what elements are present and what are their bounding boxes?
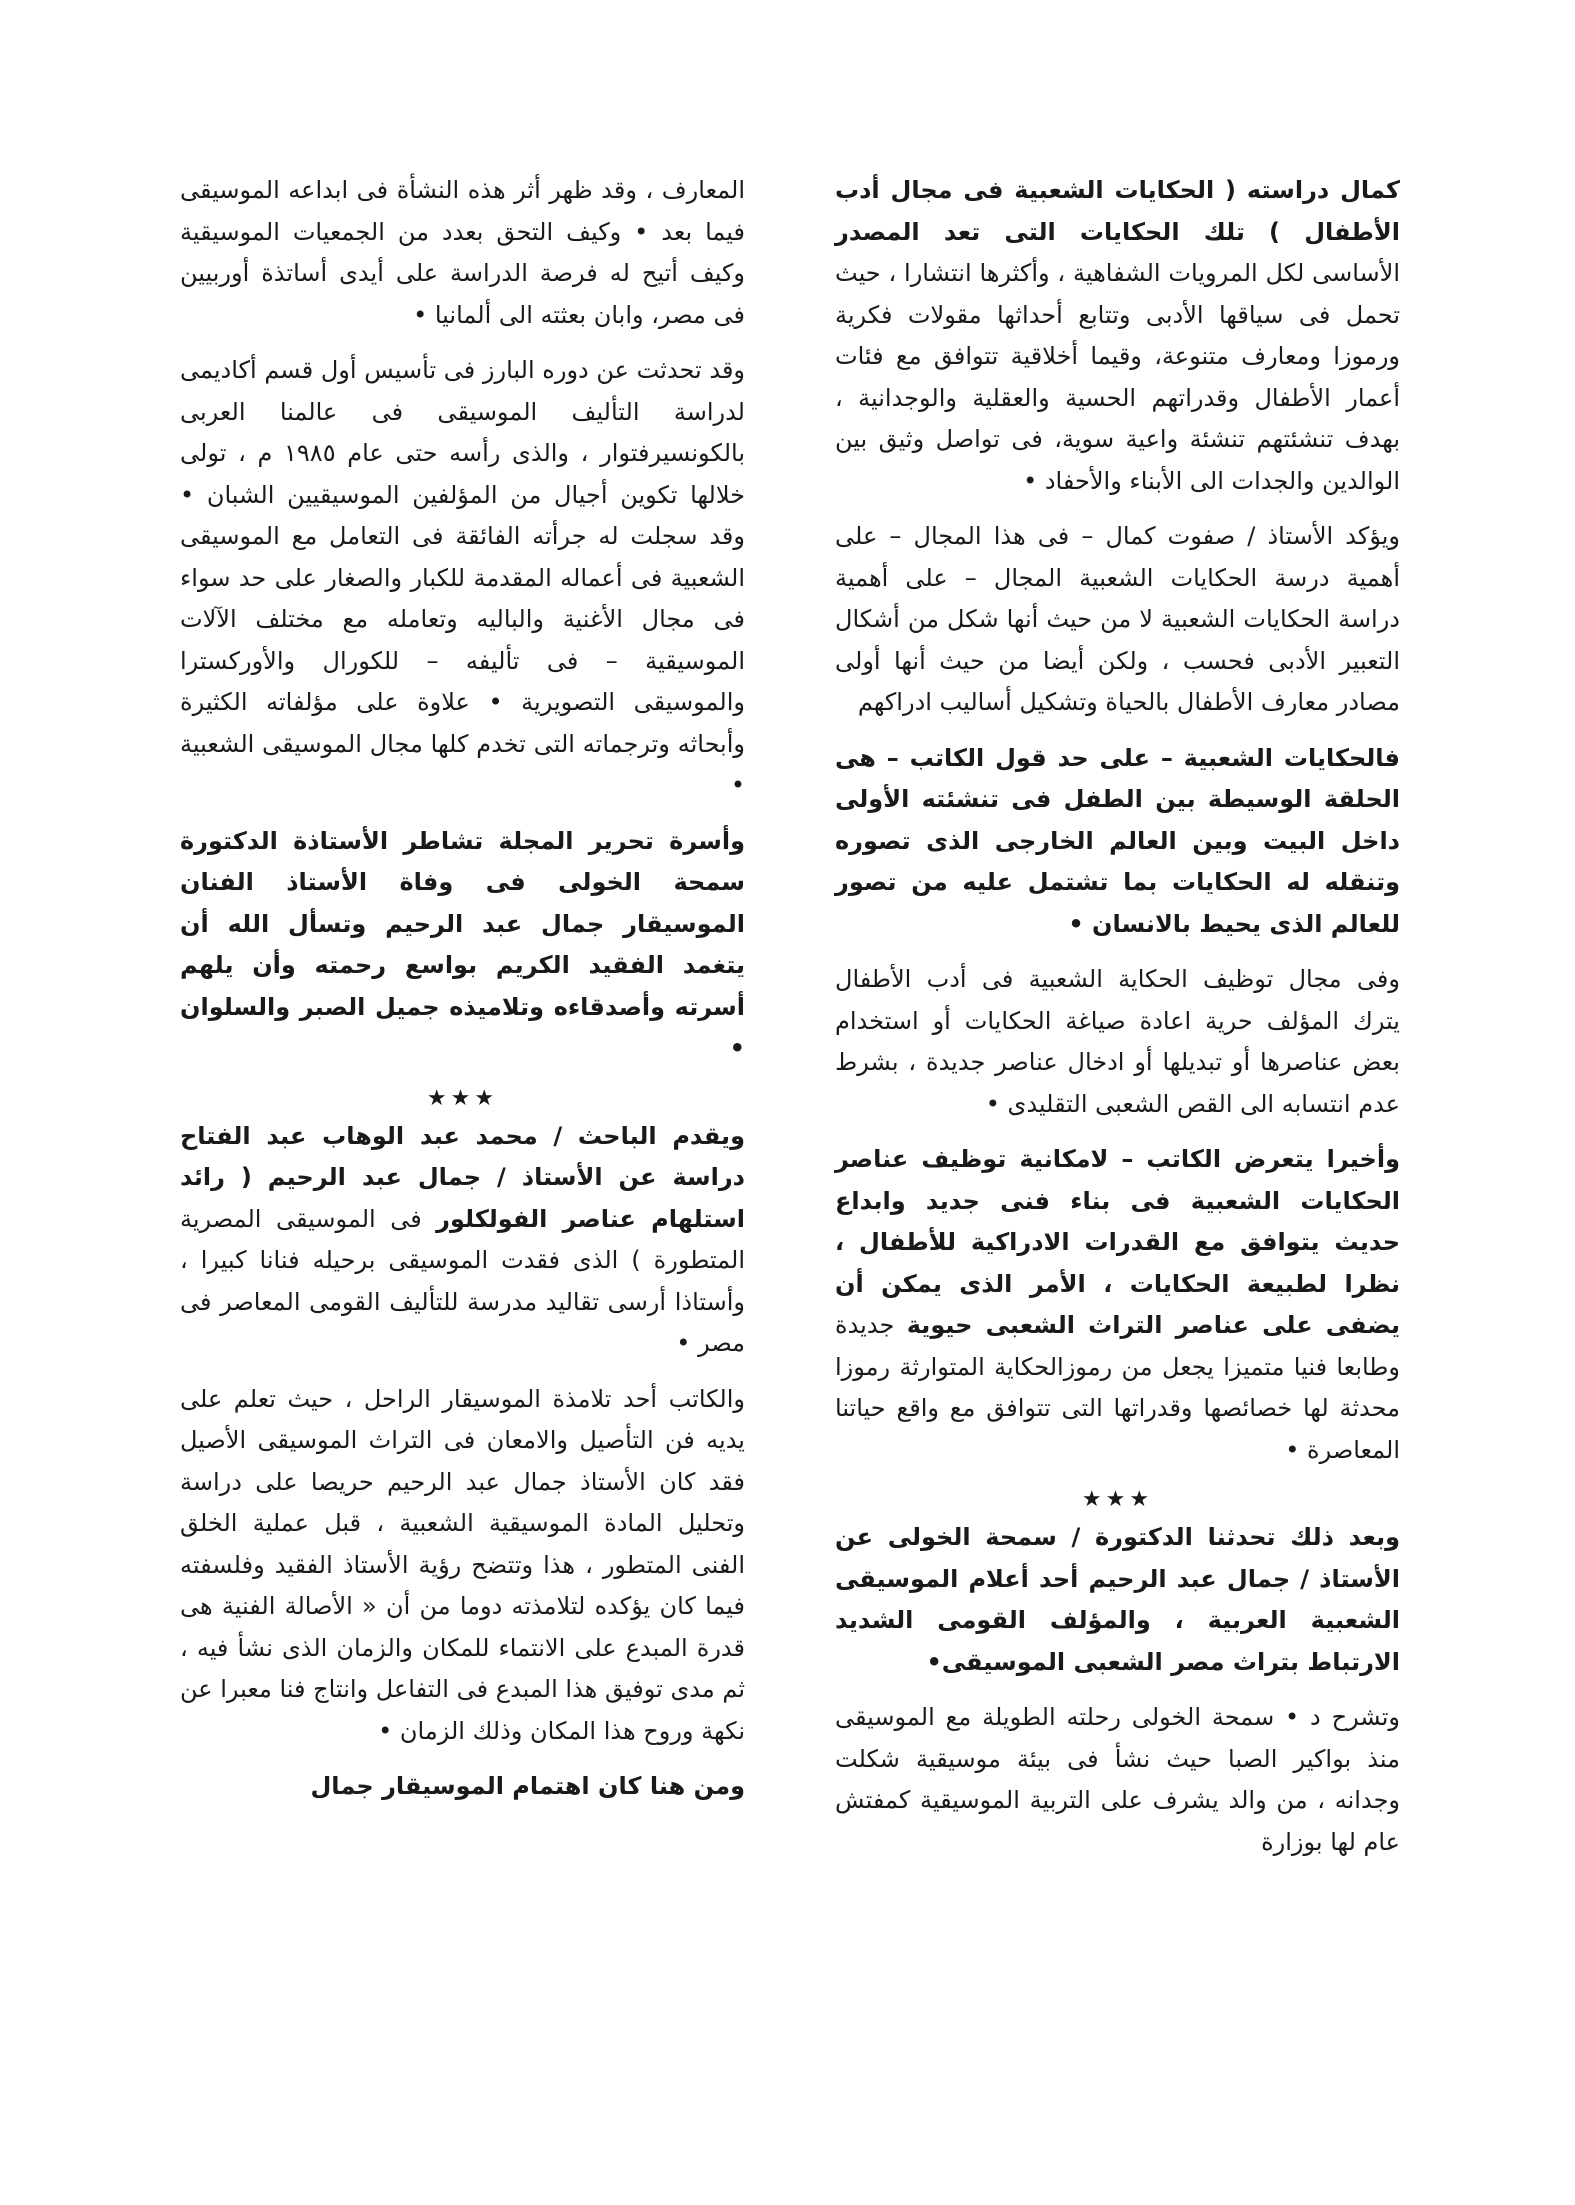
paragraph: المعارف ، وقد ظهر أثر هذه النشأة فى ابداعه الموسيقى فيما بعد • وكيف التحق بعدد من الجمعيات الموسيقية وكيف أتيح له فرصة الدراسة على أيدى أساتذة أوربيين فى مصر، وابان بعثته الى ألمانيا •	[180, 176, 745, 329]
bold-lead: ويقدم الباحث / محمد عبد الوهاب عبد الفتاح دراسة عن الأستاذ / جمال عبد الرحيم ( رائد استلهام عناصر الفولكلور	[180, 1121, 745, 1233]
paragraph: وقد تحدثت عن دوره البارز فى تأسيس أول قسم أكاديمى لدراسة التأليف الموسيقى فى عالمنا العربى بالكونسيرفتوار ، والذى رأسه حتى عام ١٩٨٥ م ، تولى خلالها تكوين أجيال من المؤلفين الموسيقيين الشبان • وقد سجلت له جرأته الفائقة فى التعامل مع الموسيقى الشعبية فى أعماله المقدمة للكبار والصغار على حد سواء فى مجال الأغنية والباليه وتعامله مع مختلف الآلات الموسيقية – فى تأليفه – للكورال والأوركسترا والموسيقى التصويرية • علاوة على مؤلفاته الكثيرة وأبحاثه وترجماته التى تخدم كلها مجال الموسيقى الشعبية •	[180, 356, 746, 799]
paragraph: وفى مجال توظيف الحكاية الشعبية فى أدب الأطفال يترك المؤلف حرية اعادة صياغة الحكايات أو استخدام بعض عناصرها أو تبديلها أو ادخال عناصر جديدة ، بشرط عدم انتسابه الى القص الشعبى التقليدى •	[835, 965, 1400, 1118]
paragraph-text: جديدة وطابعا فنيا متميزا يجعل من رموزالحكاية المتوارثة رموزا محدثة لها خصائصها وقدراتها التى تتوافق مع واقع حياتنا المعاصرة •	[835, 1311, 1400, 1464]
bold-paragraph: وبعد ذلك تحدثنا الدكتورة / سمحة الخولى عن الأستاذ / جمال عبد الرحيم أحد أعلام الموسيقى الشعبية العربية ، والمؤلف القومى الشديد الارتباط بتراث مصر الشعبى الموسيقى•	[835, 1523, 1400, 1676]
bold-lead: كمال دراسته ( الحكايات الشعبية فى مجال أدب الأطفال ) تلك الحكايات التى تعد المصدر	[835, 176, 1400, 246]
paragraph-text: فى الموسيقى المصرية المتطورة ) الذى فقدت الموسيقى برحيله فنانا كبيرا ، وأستاذا أرسى تقاليد مدرسة للتأليف القومى المعاصر فى مصر •	[180, 1204, 745, 1357]
condolence-paragraph: وأسرة تحرير المجلة تشاطر الأستاذة الدكتورة سمحة الخولى فى وفاة الأستاذ الفنان الموسيقار جمال عبد الرحيم وتسأل الله أن يتغمد الفقيد الكريم بواسع رحمته وأن يلهم أسرته وأصدقاءه وتلاميذه جميل الصبر والسلوان •	[180, 826, 745, 1062]
right-column	[835, 170, 1400, 1877]
paragraph	[835, 170, 1400, 502]
section-separator: ★★★	[1081, 1487, 1154, 1512]
paragraph	[180, 1116, 745, 1365]
paragraph: والكاتب أحد تلامذة الموسيقار الراحل ، حيث تعلم على يديه فن التأصيل والامعان فى التراث الموسيقى الأصيل فقد كان الأستاذ جمال عبد الرحيم حريصا على دراسة وتحليل المادة الموسيقية الشعبية ، قبل عملية الخلق الفنى المتطور ، هذا وتتضح رؤية الأستاذ الفقيد وفلسفته فيما كان يؤكده لتلامذته دوما من أن « الأصالة الفنية هى قدرة المبدع على الانتماء للمكان والزمان الذى نشأ فيه ، ثم مدى توفيق هذا المبدع فى التفاعل وانتاج فنا معبرا عن نكهة وروح هذا المكان وذلك الزمان •	[180, 1384, 745, 1745]
paragraph	[835, 1139, 1400, 1471]
bold-paragraph: ومن هنا كان اهتمام الموسيقار جمال	[310, 1772, 745, 1800]
bold-paragraph: فالحكايات الشعبية – على حد قول الكاتب – هى الحلقة الوسيطة بين الطفل فى تنشئته الأولى داخل البيت وبين العالم الخارجى الذى تصوره وتنقله له الحكايات بما تشتمل عليه من تصور للعالم الذى يحيط بالانسان •	[835, 743, 1400, 938]
section-separator: ★★★	[426, 1085, 499, 1111]
bold-lead: وأخيرا يتعرض الكاتب – لامكانية توظيف عناصر الحكايات الشعبية فى بناء فنى جديد وابداع حديث يتوافق مع القدرات الادراكية للأطفال ، نظرا لطبيعة الحكايات ، الأمر الذى يمكن أن يضفى على عناصر التراث الشعبى حيوية	[835, 1145, 1400, 1339]
paragraph-text: الأساسى لكل المرويات الشفاهية ، وأكثرها انتشارا ، حيث تحمل فى سياقها الأدبى وتتابع أحداثها مقولات فكرية ورموزا ومعارف متنوعة، وقيما أخلاقية تتوافق مع فئات أعمار الأطفال وقدراتهم الحسية والعقلية والوجدانية ، بهدف تنشئتهم تنشئة واعية سوية، فى تواصل وثيق بين الوالدين والجدات الى الأبناء والأحفاد •	[835, 259, 1400, 495]
paragraph: ويؤكد الأستاذ / صفوت كمال – فى هذا المجال – على أهمية درسة الحكايات الشعبية المجال – على أهمية دراسة الحكايات الشعبية لا من حيث أنها شكل من أشكال التعبير الأدبى فحسب ، ولكن أيضا من حيث أنها أولى مصادر معارف الأطفال بالحياة وتشكيل أساليب ادراكهم	[835, 522, 1400, 716]
left-column	[180, 170, 745, 1822]
paragraph: وتشرح د • سمحة الخولى رحلته الطويلة مع الموسيقى منذ بواكير الصبا حيث نشأ فى بيئة موسيقية شكلت وجدانه ، من والد يشرف على التربية الموسيقية كمفتش عام لها بوزارة	[835, 1703, 1400, 1856]
